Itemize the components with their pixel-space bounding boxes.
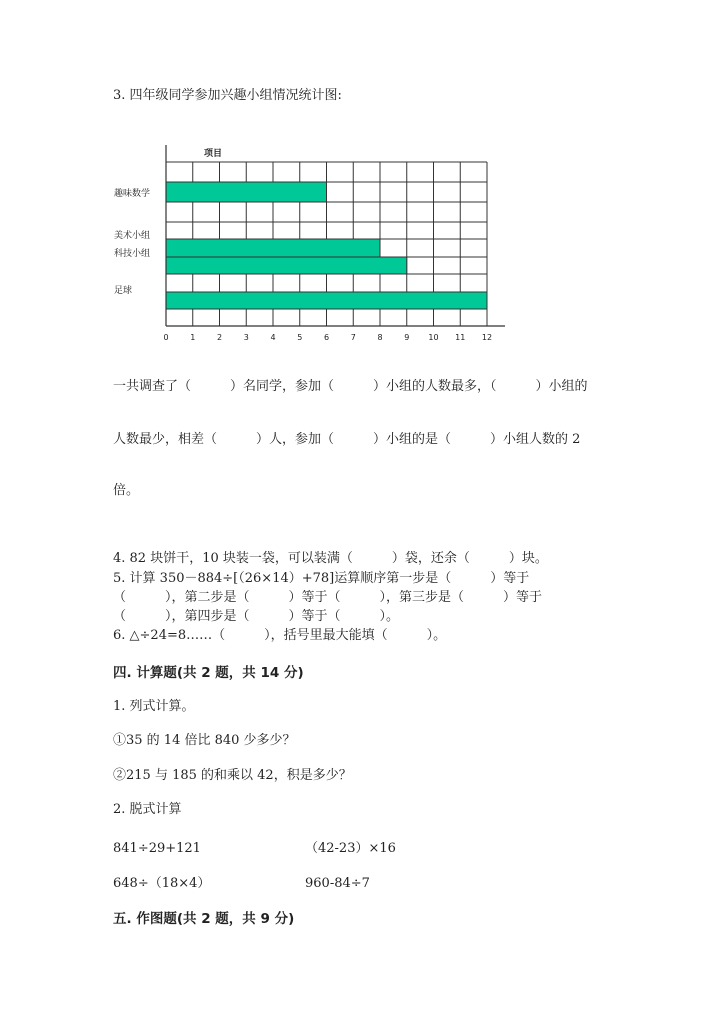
x-tick-label: 12 (481, 333, 493, 342)
s4-question-1a: ①35 的 14 倍比 840 少多少？ (113, 733, 296, 748)
category-label: 足球 (114, 286, 133, 296)
x-tick-label: 9 (404, 333, 410, 342)
category-label: 趣味数学 (114, 189, 151, 199)
x-tick-label: 3 (243, 333, 249, 342)
question-5-line-2: （ ），第二步是（ ）等于（ ），第三步是（ ）等于 (113, 590, 543, 605)
question-5-line-1: 5. 计算 350－884÷[（26×14）+78]运算顺序第一步是（ ）等于 (113, 571, 530, 586)
expression-2: （42-23）×16 (305, 841, 396, 856)
x-tick-label: 5 (297, 333, 303, 342)
x-tick-label: 10 (428, 333, 439, 342)
x-tick-label: 6 (323, 333, 330, 342)
expression-4: 960-84÷7 (305, 876, 370, 891)
s4-question-2: 2. 脱式计算 (113, 802, 182, 817)
x-tick-label: 8 (377, 333, 383, 342)
bar-2 (166, 257, 407, 274)
bar-3 (166, 292, 487, 309)
expression-1: 841÷29+121 (113, 841, 201, 856)
s4-question-1b: ②215 与 185 的和乘以 42，积是多少？ (113, 768, 352, 783)
expression-3: 648÷（18×4） (113, 876, 211, 891)
bar-0 (166, 182, 327, 202)
x-tick-label: 2 (216, 333, 223, 342)
q3-text-line-1: 一共调查了（ ）名同学，参加（ ）小组的人数最多，（ ）小组的 (113, 379, 588, 394)
q3-text-line-2: 人数最少，相差（ ）人，参加（ ）小组的是（ ）小组人数的 2 (113, 432, 581, 447)
q3-text-line-3: 倍。 (113, 483, 140, 498)
category-label: 科技小组 (114, 249, 151, 259)
x-tick-label: 1 (190, 333, 196, 342)
x-tick-label: 0 (163, 333, 169, 342)
category-label: 美术小组 (114, 231, 151, 241)
x-tick-label: 11 (455, 333, 466, 342)
question-3-title: 3. 四年级同学参加兴趣小组情况统计图: (113, 88, 342, 103)
x-tick-label: 4 (270, 333, 276, 342)
section-4-heading: 四. 计算题(共 2 题，共 14 分) (113, 665, 304, 681)
s4-question-1: 1. 列式计算。 (113, 699, 195, 714)
section-5-heading: 五. 作图题(共 2 题，共 9 分) (113, 911, 295, 927)
question-5-line-3: （ ），第四步是（ ）等于（ ）。 (113, 609, 400, 624)
bar-chart (100, 135, 520, 350)
question-6: 6. △÷24=8……（ ），括号里最大能填（ ）。 (113, 628, 447, 643)
question-4: 4. 82 块饼干，10 块装一袋，可以装满（ ）袋，还余（ ）块。 (113, 551, 548, 566)
chart-title: 项目 (204, 149, 223, 159)
bar-1 (166, 239, 380, 257)
x-tick-label: 7 (350, 333, 356, 342)
